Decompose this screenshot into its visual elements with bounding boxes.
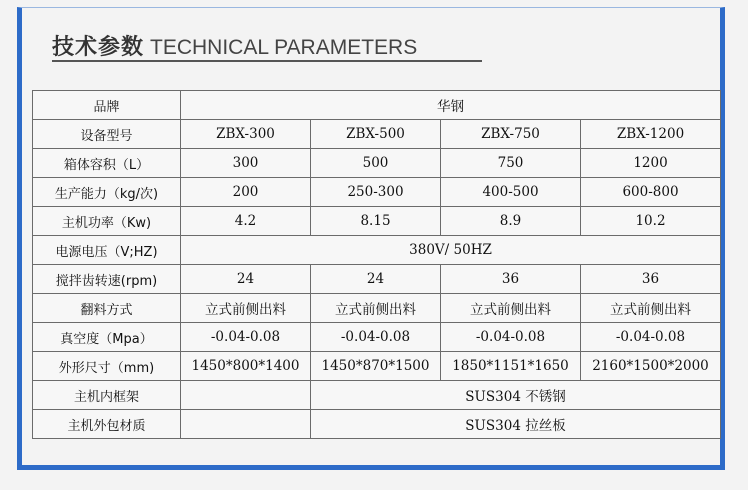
table-cell: 4.2 (181, 207, 311, 236)
table-cell: -0.04-0.08 (581, 323, 721, 352)
section-heading (52, 30, 417, 58)
row-label: 主机内框架 (33, 381, 181, 410)
row-label: 主机外包材质 (33, 410, 181, 439)
table-row-dimensions (33, 352, 721, 381)
outer-material-value: SUS304 拉丝板 (311, 410, 721, 439)
table-cell: 立式前侧出料 (311, 294, 441, 323)
table-cell: 250-300 (311, 178, 441, 207)
table-cell: 8.15 (311, 207, 441, 236)
table-row-outer-material (33, 410, 721, 439)
inner-frame-value: SUS304 不锈钢 (311, 381, 721, 410)
table-cell: 600-800 (581, 178, 721, 207)
table-row-vacuum (33, 323, 721, 352)
table-row-volume (33, 149, 721, 178)
table-cell: -0.04-0.08 (441, 323, 581, 352)
row-label: 品牌 (33, 91, 181, 120)
table-cell: -0.04-0.08 (181, 323, 311, 352)
table-cell: 750 (441, 149, 581, 178)
table-row-capacity (33, 178, 721, 207)
row-label: 外形尺寸（mm) (33, 352, 181, 381)
brand-value: 华钢 (181, 91, 721, 120)
table-cell: 400-500 (441, 178, 581, 207)
table-cell (181, 381, 311, 410)
table-cell: 200 (181, 178, 311, 207)
row-label: 电源电压（V;HZ) (33, 236, 181, 265)
table-cell: 立式前侧出料 (581, 294, 721, 323)
table-cell: ZBX-1200 (581, 120, 721, 149)
heading-underline (52, 60, 482, 62)
voltage-value: 380V/ 50HZ (181, 236, 721, 265)
row-label: 翻料方式 (33, 294, 181, 323)
technical-parameters-table (32, 90, 721, 439)
table-cell: 300 (181, 149, 311, 178)
table-cell: 36 (581, 265, 721, 294)
heading-english: TECHNICAL PARAMETERS (150, 36, 418, 59)
row-label: 设备型号 (33, 120, 181, 149)
table-row-model (33, 120, 721, 149)
table-row-discharge (33, 294, 721, 323)
table-cell: 10.2 (581, 207, 721, 236)
row-label: 主机功率（Kw) (33, 207, 181, 236)
table-cell: 立式前侧出料 (441, 294, 581, 323)
table-cell: 立式前侧出料 (181, 294, 311, 323)
table-cell: 2160*1500*2000 (581, 352, 721, 381)
table-cell: ZBX-300 (181, 120, 311, 149)
row-label: 搅拌齿转速(rpm) (33, 265, 181, 294)
table-row-power (33, 207, 721, 236)
heading-chinese: 技术参数 (52, 35, 145, 60)
row-label: 生产能力（kg/次) (33, 178, 181, 207)
table-cell: ZBX-750 (441, 120, 581, 149)
table-row-voltage (33, 236, 721, 265)
table-cell: 500 (311, 149, 441, 178)
table-row-brand (33, 91, 721, 120)
table-cell: -0.04-0.08 (311, 323, 441, 352)
table-cell: 1450*800*1400 (181, 352, 311, 381)
row-label: 箱体容积（L） (33, 149, 181, 178)
table-cell: 1850*1151*1650 (441, 352, 581, 381)
table-cell: 8.9 (441, 207, 581, 236)
table-cell (181, 410, 311, 439)
table-cell: 1450*870*1500 (311, 352, 441, 381)
table-cell: 36 (441, 265, 581, 294)
table-cell: 24 (181, 265, 311, 294)
table-cell: 1200 (581, 149, 721, 178)
table-row-speed (33, 265, 721, 294)
table-cell: 24 (311, 265, 441, 294)
table-cell: ZBX-500 (311, 120, 441, 149)
table-row-inner-frame (33, 381, 721, 410)
row-label: 真空度（Mpa） (33, 323, 181, 352)
